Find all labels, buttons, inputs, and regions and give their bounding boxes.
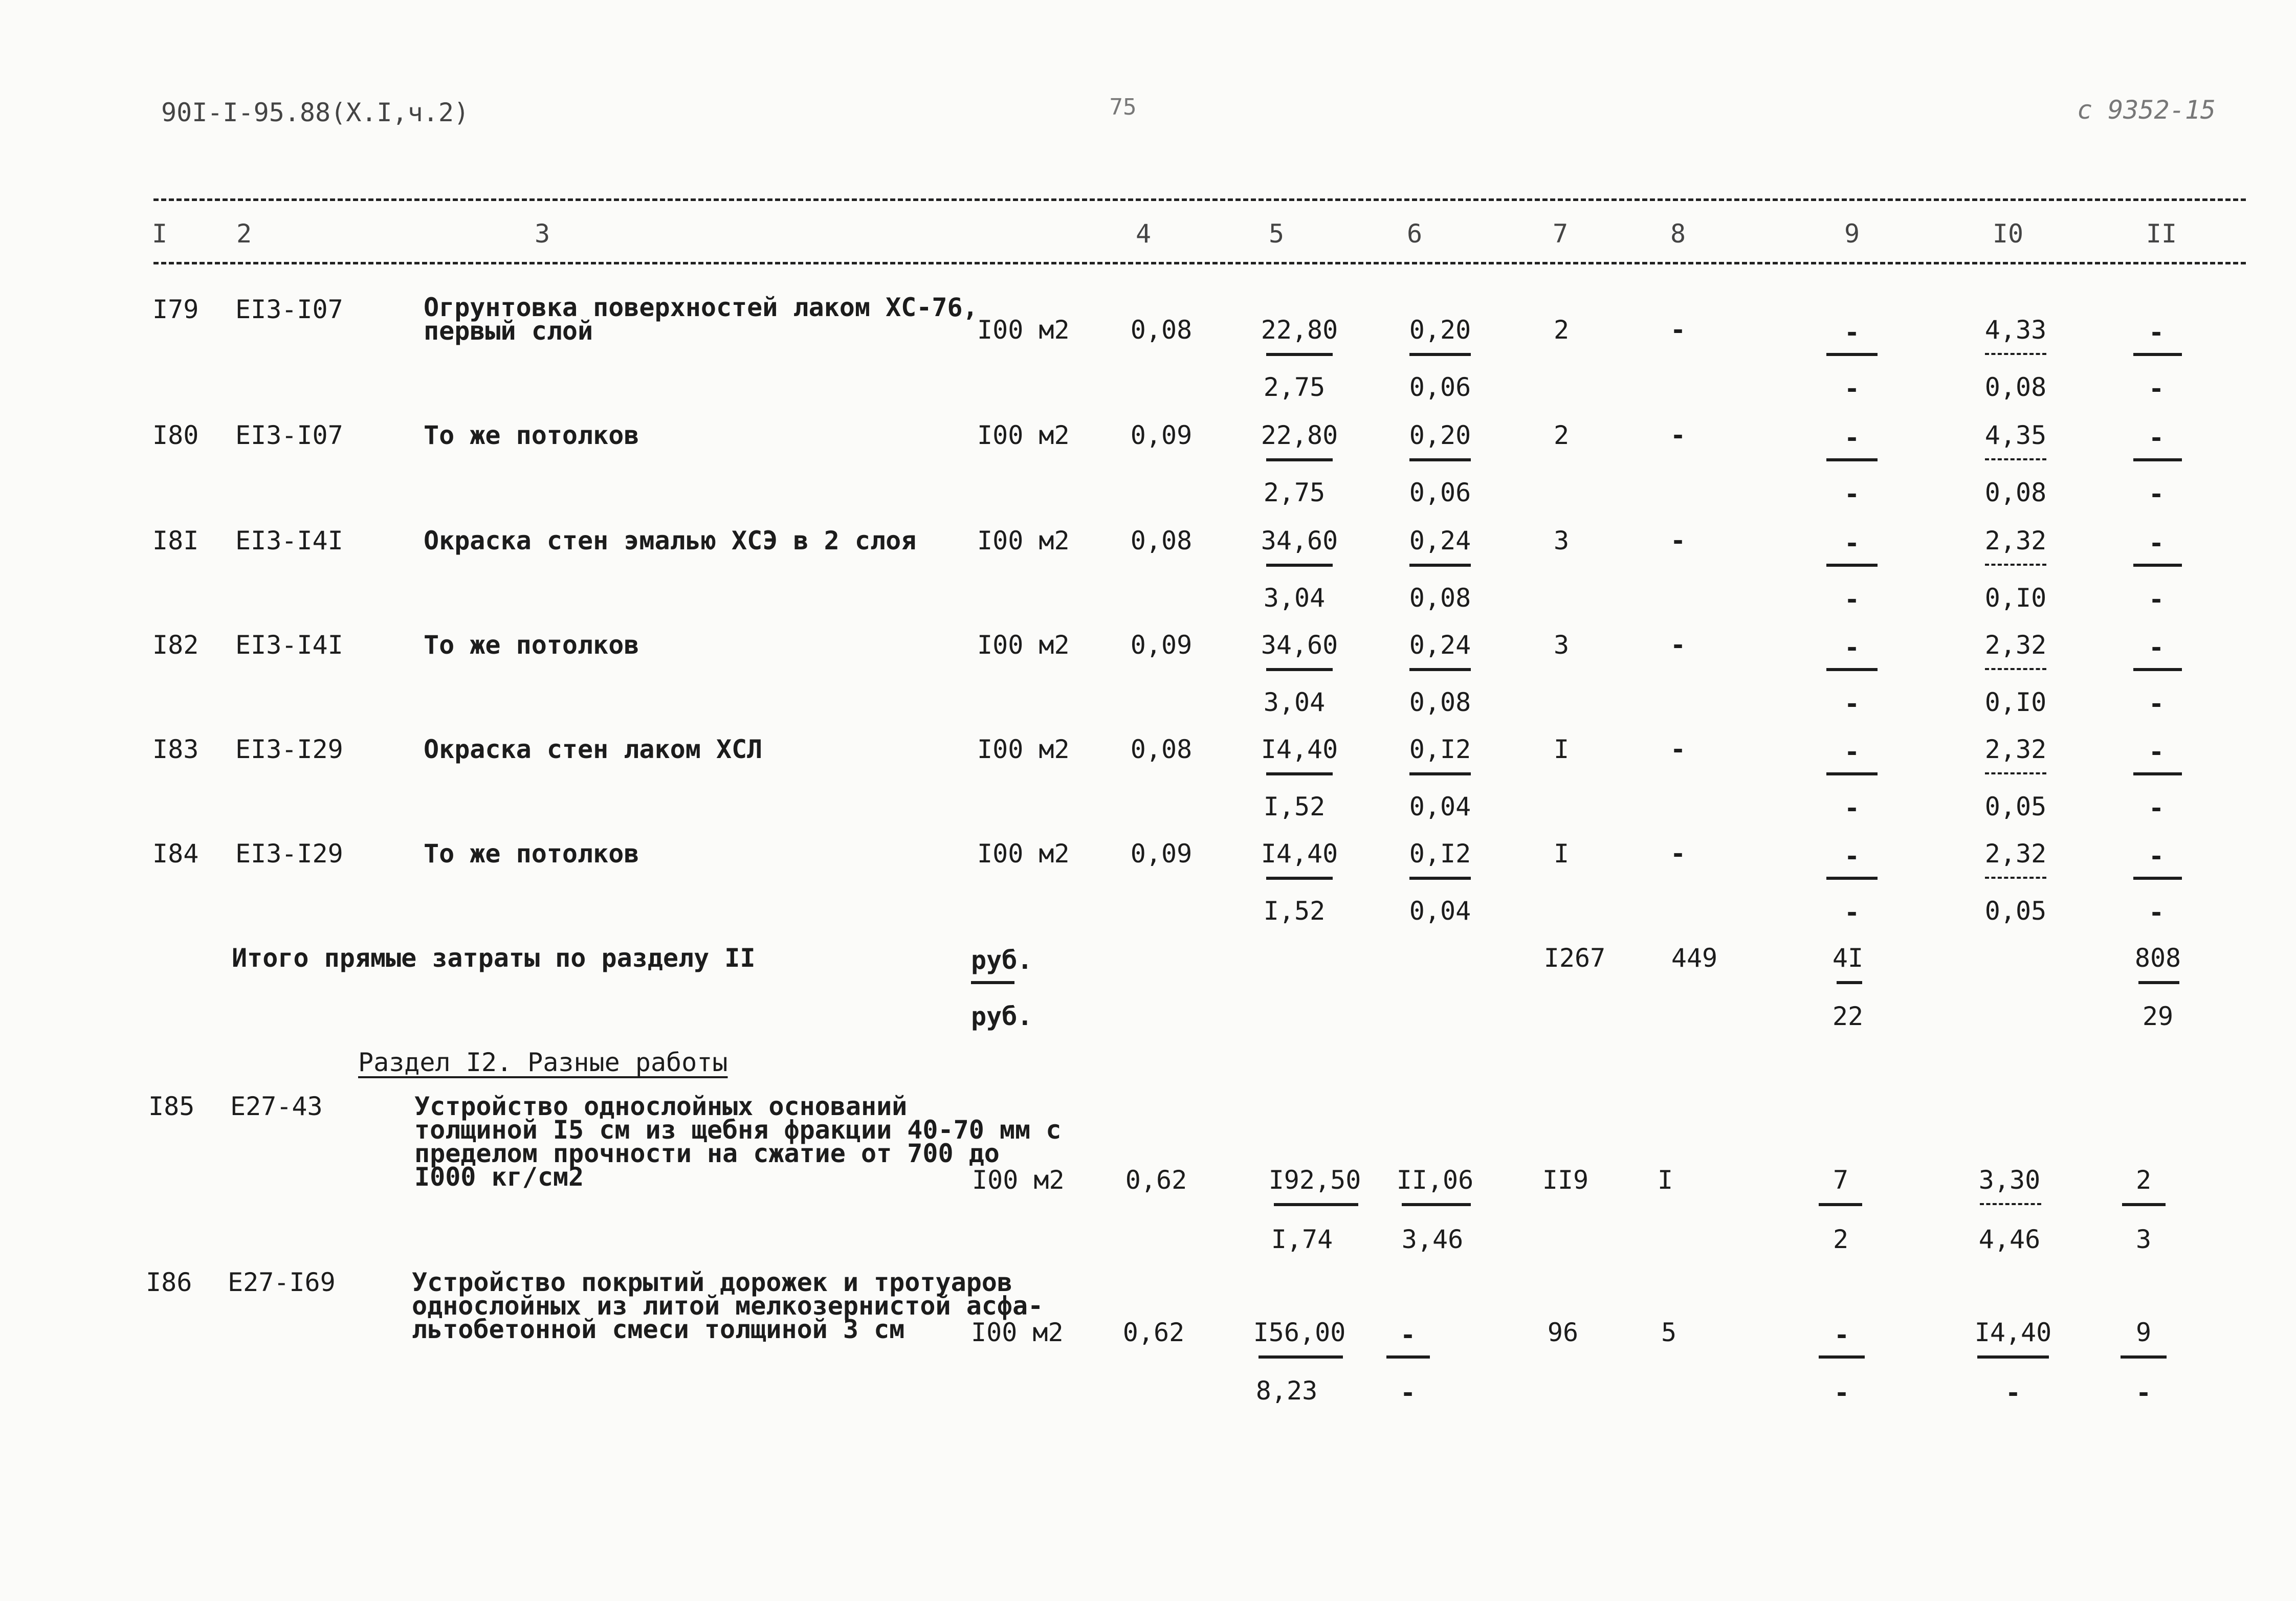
work-description: Окраска стен лаком ХСЛ [424,735,763,764]
unit: I00 м2 [977,420,1070,450]
col5-top: I56,00 [1253,1318,1346,1347]
fraction-rule [1266,668,1333,671]
unit: I00 м2 [977,526,1070,555]
fraction-rule [2133,772,2182,775]
row-number: I85 [148,1092,195,1121]
norm-code: EI3-I4I [235,526,343,555]
fraction-rule [1266,353,1333,356]
section-title: Раздел I2. Разные работы [358,1048,728,1077]
fraction-rule [1409,458,1471,461]
col10-bottom: 0,I0 [1984,687,2047,717]
norm-code: EI3-I07 [235,420,343,450]
col11-bottom: - [2148,898,2165,927]
col6-bottom: 0,08 [1409,583,1471,613]
col11-bottom: 3 [2135,1225,2152,1254]
col6-bottom: 0,04 [1409,792,1471,821]
total-label: Итого прямые затраты по разделу II [232,943,756,973]
work-description: То же потолков [424,630,639,660]
unit: I00 м2 [972,1165,1065,1195]
col6-top: 0,I2 [1409,735,1471,764]
fraction-rule [1826,458,1878,461]
fraction-rule [2138,981,2179,984]
col9-bottom: - [1844,898,1860,927]
col5-top: 22,80 [1261,315,1338,345]
col5-bottom: 3,04 [1263,687,1326,717]
quantity: 0,08 [1130,526,1193,555]
fraction-rule [1826,353,1878,356]
col11-top: - [2148,318,2165,347]
quantity: 0,09 [1130,839,1193,869]
total-unit-top: руб. [971,945,1033,975]
work-description: То же потолков [424,420,639,450]
fraction-rule [1266,877,1333,880]
col11-bottom: - [2148,793,2165,823]
quantity: 0,08 [1130,315,1193,345]
fraction-rule [2133,564,2182,567]
fraction-rule [1985,668,2046,670]
fraction-rule [1985,458,2046,460]
norm-code: EI3-I4I [235,630,343,660]
fraction-rule [1985,353,2046,355]
total-col9-top: 4I [1832,943,1864,973]
fraction-rule [1985,772,2046,774]
col11-top: 9 [2135,1318,2152,1347]
col5-bottom: I,52 [1263,792,1326,821]
fraction-rule [1386,1355,1430,1359]
col9-bottom: - [1834,1378,1850,1408]
fraction-rule [2133,877,2182,880]
col7: 3 [1553,630,1570,660]
norm-code: E27-43 [230,1092,323,1121]
col8: - [1670,420,1686,450]
col8: - [1670,735,1686,764]
total-col11-top: 808 [2134,943,2181,973]
fraction-rule [1409,772,1471,775]
fraction-rule [1402,1203,1471,1206]
col7: 2 [1553,420,1570,450]
fraction-rule [1259,1355,1343,1359]
col10-top: 2,32 [1984,735,2047,764]
fraction-rule [1274,1203,1358,1206]
col10-bottom: 0,I0 [1984,583,2047,613]
col9-bottom: - [1844,585,1860,614]
fraction-rule [1266,772,1333,775]
quantity: 0,09 [1130,420,1193,450]
col11-bottom: - [2148,374,2165,404]
col6-bottom: - [1400,1378,1416,1408]
col11-top: 2 [2135,1165,2152,1195]
total-col9-bottom: 22 [1832,1002,1864,1031]
work-description: Окраска стен эмалью ХСЭ в 2 слоя [424,526,917,555]
col11-top: - [2148,737,2165,767]
col-header-7: 7 [1552,219,1569,249]
fraction-rule [2133,353,2182,356]
work-description: То же потолков [424,839,639,869]
row-number: I82 [152,630,199,660]
col6-bottom: 0,06 [1409,478,1471,507]
col6-bottom: 0,06 [1409,372,1471,402]
col7: I [1553,735,1570,764]
col-header-11: II [2146,219,2177,249]
quantity: 0,09 [1130,630,1193,660]
fraction-rule [1266,564,1333,567]
col-header-6: 6 [1406,219,1423,249]
col10-top: 2,32 [1984,839,2047,869]
col-header-2: 2 [236,219,252,249]
fraction-rule [2133,458,2182,461]
col9-top: - [1844,423,1860,453]
fraction-rule [2133,668,2182,671]
header-bottom-rule [153,262,2246,264]
norm-code: EI3-I07 [235,295,343,324]
total-col7: I267 [1543,943,1606,973]
col11-bottom: - [2148,479,2165,509]
col-header-3: 3 [534,219,550,249]
fraction-rule [1985,877,2046,879]
col9-bottom: - [1844,689,1860,719]
fraction-rule [1409,564,1471,567]
header-top-rule [153,198,2246,201]
col8: - [1670,839,1686,869]
col10-bottom: 4,46 [1978,1225,2041,1254]
work-description: Устройство однослойных оснований толщиной I5 см из щебня фракции 40-70 мм с пределом прочности на сжатие от 700 до I000 кг/см2 [414,1092,1062,1192]
col5-bottom: 2,75 [1263,478,1326,507]
col5-top: 22,80 [1261,420,1338,450]
total-col11-bottom: 29 [2142,1002,2174,1031]
col5-top: 34,60 [1261,526,1338,555]
row-number: I83 [152,735,199,764]
col7: 96 [1547,1318,1579,1347]
unit: I00 м2 [977,735,1070,764]
total-col8: 449 [1671,943,1718,973]
col6-bottom: 0,04 [1409,896,1471,926]
col8: - [1670,630,1686,660]
fraction-rule [971,981,1014,984]
unit: I00 м2 [971,1318,1064,1347]
unit: I00 м2 [977,839,1070,869]
fraction-rule [1826,668,1878,671]
col11-top: - [2148,633,2165,662]
unit: I00 м2 [977,630,1070,660]
col10-top: 4,33 [1984,315,2047,345]
page-number: 75 [1109,94,1137,120]
col11-top: - [2148,841,2165,871]
col10-bottom: 0,05 [1984,896,2047,926]
col10-bottom: 0,08 [1984,372,2047,402]
fraction-rule [1409,877,1471,880]
row-number: I80 [152,420,199,450]
col9-bottom: - [1844,374,1860,404]
col10-bottom: - [2005,1378,2021,1408]
col11-top: - [2148,528,2165,558]
col8: - [1670,315,1686,345]
col-header-1: I [151,219,168,249]
col5-top: I4,40 [1261,735,1338,764]
col10-top: 2,32 [1984,526,2047,555]
fraction-rule [1837,981,1862,984]
row-number: I86 [146,1268,192,1297]
col9-top: - [1844,841,1860,871]
col9-top: - [1834,1320,1850,1350]
col7: 3 [1553,526,1570,555]
col9-top: - [1844,528,1860,558]
norm-code: EI3-I29 [235,839,343,869]
col9-bottom: - [1844,793,1860,823]
col6-bottom: 3,46 [1401,1225,1464,1254]
quantity: 0,62 [1125,1165,1187,1195]
col7: 2 [1553,315,1570,345]
col8: - [1670,526,1686,555]
col9-top: - [1844,737,1860,767]
col6-top: - [1400,1320,1416,1350]
fraction-rule [1819,1203,1862,1206]
col11-bottom: - [2148,585,2165,614]
col6-bottom: 0,08 [1409,687,1471,717]
col6-top: 0,I2 [1409,839,1471,869]
col7: I [1553,839,1570,869]
col10-top: 2,32 [1984,630,2047,660]
col-header-9: 9 [1844,219,1860,249]
archive-stamp: с 9352-15 [2077,95,2216,125]
fraction-rule [2122,1203,2166,1206]
col5-top: I4,40 [1261,839,1338,869]
col10-bottom: 0,05 [1984,792,2047,821]
col9-bottom: - [1844,479,1860,509]
fraction-rule [1980,1203,2041,1205]
col9-top: - [1844,318,1860,347]
total-unit-bottom: руб. [971,1002,1033,1031]
document-code: 90I-I-95.88(X.I,ч.2) [161,98,470,127]
quantity: 0,62 [1122,1318,1185,1347]
fraction-rule [1409,353,1471,356]
row-number: I84 [152,839,199,869]
col5-bottom: 3,04 [1263,583,1326,613]
fraction-rule [1977,1355,2049,1359]
row-number: I79 [152,295,199,324]
col8: 5 [1661,1318,1677,1347]
norm-code: E27-I69 [228,1268,336,1297]
col10-top: 3,30 [1978,1165,2041,1195]
col5-bottom: I,74 [1271,1225,1333,1254]
col6-top: 0,20 [1409,420,1471,450]
col5-bottom: 2,75 [1263,372,1326,402]
col6-top: 0,20 [1409,315,1471,345]
unit: I00 м2 [977,315,1070,345]
fraction-rule [1819,1355,1865,1359]
col10-top: I4,40 [1974,1318,2052,1347]
col-header-4: 4 [1135,219,1152,249]
col9-top: 7 [1833,1165,1849,1195]
col-header-8: 8 [1670,219,1686,249]
col10-bottom: 0,08 [1984,478,2047,507]
col5-top: I92,50 [1268,1165,1361,1195]
col6-top: 0,24 [1409,630,1471,660]
fraction-rule [2121,1355,2167,1359]
col5-bottom: 8,23 [1255,1376,1318,1406]
col5-bottom: I,52 [1263,896,1326,926]
quantity: 0,08 [1130,735,1193,764]
col9-bottom: 2 [1833,1225,1849,1254]
fraction-rule [1985,564,2046,566]
fraction-rule [1826,877,1878,880]
fraction-rule [1826,564,1878,567]
col10-top: 4,35 [1984,420,2047,450]
col11-bottom: - [2135,1378,2152,1408]
col6-top: 0,24 [1409,526,1471,555]
fraction-rule [1826,772,1878,775]
work-description: Устройство покрытий дорожек и тротуаров однослойных из литой мелкозернистой асфа- льтобетонной смеси толщиной 3 см [412,1268,1044,1344]
col11-top: - [2148,423,2165,453]
col5-top: 34,60 [1261,630,1338,660]
col-header-10: I0 [1992,219,2024,249]
row-number: I8I [152,526,199,555]
col-header-5: 5 [1268,219,1285,249]
col7: II9 [1542,1165,1589,1195]
col11-bottom: - [2148,689,2165,719]
col9-top: - [1844,633,1860,662]
fraction-rule [1409,668,1471,671]
work-description: Огрунтовка поверхностей лаком ХС-76, первый слой [424,293,978,346]
fraction-rule [1266,458,1333,461]
col6-top: II,06 [1396,1165,1474,1195]
norm-code: EI3-I29 [235,735,343,764]
col8: I [1657,1165,1673,1195]
